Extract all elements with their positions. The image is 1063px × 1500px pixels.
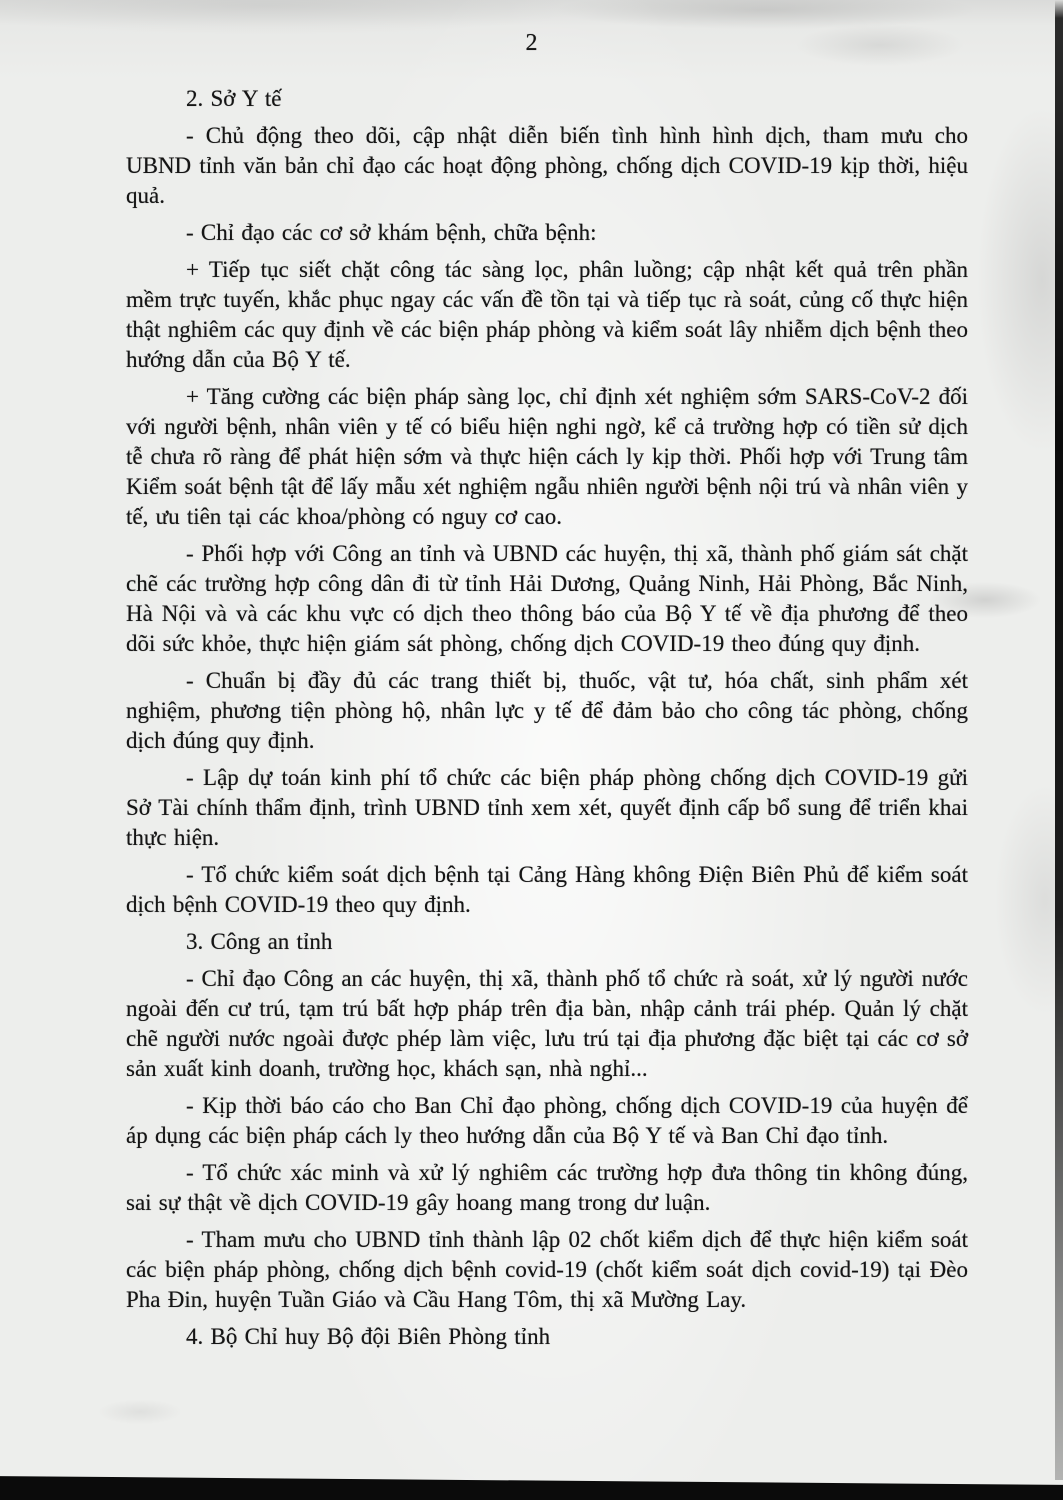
paragraph: - Chỉ đạo Công an các huyện, thị xã, thành phố tổ chức rà soát, xử lý người nước ngoài đến cư trú, tạm trú bất hợp pháp trên địa bàn, nhập cảnh trái phép. Quản lý chặt chẽ người nước ngoài được phép làm việc, lưu trú tại địa phương đặc biệt tại các cơ sở sản xuất kinh doanh, trường học, khách sạn, nhà nghỉ... bbox=[126, 966, 968, 1081]
paragraph: - Chỉ đạo các cơ sở khám bệnh, chữa bệnh: bbox=[186, 220, 597, 245]
paragraph: - Chủ động theo dõi, cập nhật diễn biến tình hình hình dịch, tham mưu cho UBND tỉnh văn bản chỉ đạo các hoạt động phòng, chống dịch COVID-19 kịp thời, hiệu quả. bbox=[126, 123, 968, 208]
document-body bbox=[126, 84, 968, 1359]
page-number: 2 bbox=[525, 30, 538, 56]
section-heading-bo-doi-bien-phong: 4. Bộ Chỉ huy Bộ đội Biên Phòng tỉnh bbox=[186, 1324, 551, 1349]
paragraph: - Chuẩn bị đầy đủ các trang thiết bị, thuốc, vật tư, hóa chất, sinh phẩm xét nghiệm, phương tiện phòng hộ, nhân lực y tế để đảm bảo cho công tác phòng, chống dịch đúng quy định. bbox=[126, 668, 968, 753]
paragraph: + Tiếp tục siết chặt công tác sàng lọc, phân luồng; cập nhật kết quả trên phần mềm trực tuyến, khắc phục ngay các vấn đề tồn tại và tiếp tục rà soát, củng cố thực hiện thật nghiêm các quy định về các biện pháp phòng và kiểm soát lây nhiễm dịch bệnh theo hướng dẫn của Bộ Y tế. bbox=[126, 257, 968, 372]
scan-right-edge-shadow bbox=[1055, 0, 1063, 1480]
paragraph: - Tổ chức xác minh và xử lý nghiêm các trường hợp đưa thông tin không đúng, sai sự thật về dịch COVID-19 gây hoang mang trong dư luận. bbox=[126, 1160, 968, 1215]
paragraph: - Phối hợp với Công an tỉnh và UBND các huyện, thị xã, thành phố giám sát chặt chẽ các trường hợp công dân đi từ tỉnh Hải Dương, Quảng Ninh, Hải Phòng, Bắc Ninh, Hà Nội và và các khu vực có dịch theo thông báo của Bộ Y tế về địa phương để theo dõi sức khỏe, thực hiện giám sát phòng, chống dịch COVID-19 theo đúng quy định. bbox=[126, 541, 968, 656]
paragraph: - Lập dự toán kinh phí tổ chức các biện pháp phòng chống dịch COVID-19 gửi Sở Tài chính thẩm định, trình UBND tỉnh xem xét, quyết định cấp bổ sung để triển khai thực hiện. bbox=[126, 765, 968, 850]
scan-bottom-edge-bar bbox=[0, 1474, 1063, 1500]
paragraph: - Kịp thời báo cáo cho Ban Chỉ đạo phòng, chống dịch COVID-19 của huyện để áp dụng các biện pháp cách ly theo hướng dẫn của Bộ Y tế và Ban Chỉ đạo tỉnh. bbox=[126, 1093, 968, 1148]
section-heading-so-y-te: 2. Sở Y tế bbox=[186, 86, 282, 111]
paragraph: - Tham mưu cho UBND tỉnh thành lập 02 chốt kiểm dịch để thực hiện kiểm soát các biện pháp phòng, chống dịch bệnh covid-19 (chốt kiểm soát dịch covid-19) tại Đèo Pha Đin, huyện Tuần Giáo và Cầu Hang Tôm, thị xã Mường Lay. bbox=[126, 1227, 968, 1312]
paragraph: + Tăng cường các biện pháp sàng lọc, chỉ định xét nghiệm sớm SARS-CoV-2 đối với người bệnh, nhân viên y tế có biểu hiện nghi ngờ, kể cả trường hợp có tiền sử dịch tễ chưa rõ ràng để phát hiện sớm và thực hiện cách ly kịp thời. Phối hợp với Trung tâm Kiểm soát bệnh tật để lấy mẫu xét nghiệm ngẫu nhiên người bệnh nội trú và nhân viên y tế, ưu tiên tại các khoa/phòng có nguy cơ cao. bbox=[126, 384, 968, 529]
section-heading-cong-an-tinh: 3. Công an tỉnh bbox=[186, 929, 333, 954]
paragraph: - Tổ chức kiểm soát dịch bệnh tại Cảng Hàng không Điện Biên Phủ để kiểm soát dịch bệnh COVID-19 theo quy định. bbox=[126, 862, 968, 917]
